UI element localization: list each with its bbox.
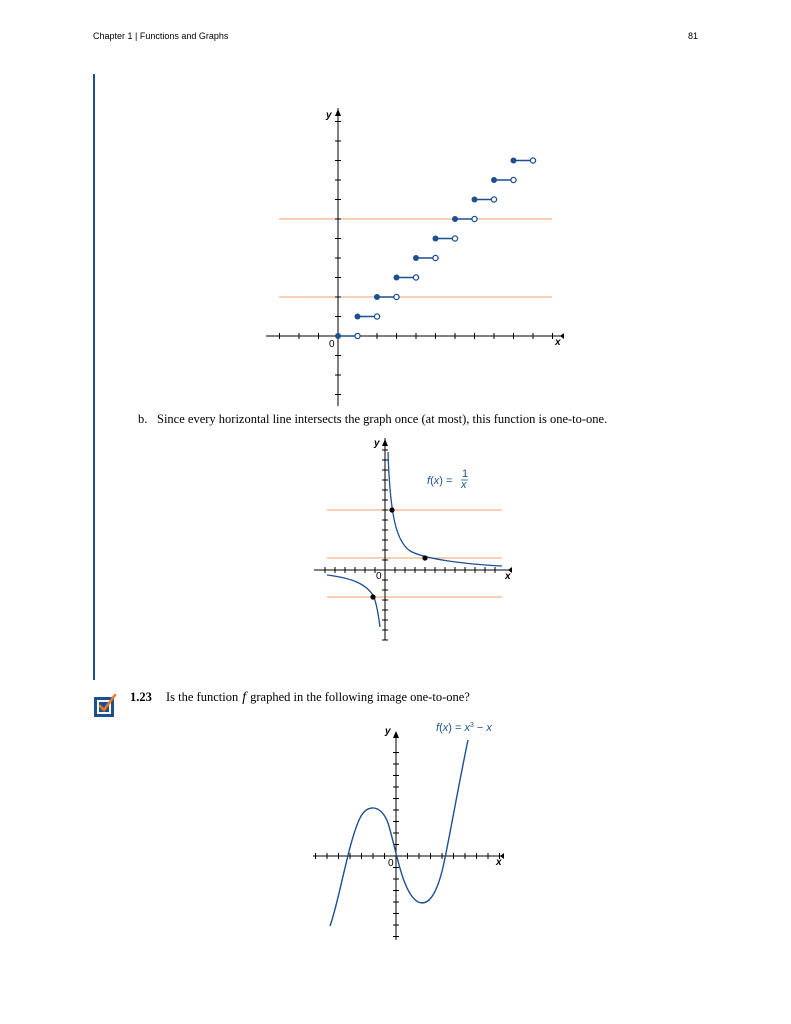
origin-label: 0: [376, 571, 382, 582]
intersection-point: [422, 555, 427, 560]
reciprocal-curve-left: [327, 575, 380, 627]
x-axis-arrow-icon: [560, 333, 564, 339]
axis-ticks: [325, 450, 495, 640]
closed-endpoint: [433, 236, 439, 242]
closed-endpoint: [472, 197, 478, 203]
y-axis-label: y: [385, 726, 391, 737]
function-label: f(x) =: [427, 475, 453, 487]
part-b-text: [138, 412, 607, 427]
open-endpoint: [433, 255, 438, 260]
x-axis-label: x: [555, 337, 561, 348]
closed-endpoint: [335, 333, 341, 339]
origin-label: 0: [329, 339, 335, 350]
part-b-marker: b.: [138, 412, 148, 426]
exercise-number: 1.23: [130, 690, 152, 704]
exercise-text-before: Is the function: [166, 690, 239, 704]
step-segments: [335, 158, 536, 340]
open-endpoint: [511, 177, 516, 182]
y-axis-arrow-icon: [382, 439, 388, 446]
open-endpoint: [413, 275, 418, 280]
y-axis-label: y: [374, 438, 380, 449]
closed-endpoint: [452, 216, 458, 222]
intersection-point: [370, 594, 375, 599]
closed-endpoint: [413, 255, 419, 261]
function-label: $f(x) = x^3 - x$: [436, 722, 492, 734]
step-function-svg: [262, 104, 572, 409]
open-endpoint: [472, 216, 477, 221]
function-variable: f: [242, 690, 247, 705]
open-endpoint: [374, 314, 379, 319]
closed-endpoint: [491, 177, 497, 183]
open-endpoint: [394, 294, 399, 299]
fraction-denominator: x: [461, 479, 467, 491]
open-endpoint: [355, 333, 360, 338]
open-endpoint: [491, 197, 496, 202]
reciprocal-curve-right: [388, 452, 502, 566]
exercise-1-23: [93, 690, 593, 718]
reciprocal-function-graph: [312, 434, 522, 644]
reciprocal-function-svg: [312, 434, 522, 644]
example-sidebar-rule: [93, 74, 95, 680]
closed-endpoint: [355, 314, 361, 320]
x-axis-label: x: [496, 857, 502, 868]
axis-ticks: [316, 753, 500, 937]
y-axis-arrow-icon: [393, 731, 399, 738]
y-axis-label: y: [326, 110, 332, 121]
closed-endpoint: [374, 294, 380, 300]
origin-label: 0: [388, 858, 394, 869]
step-function-graph: [262, 104, 572, 409]
intersection-point: [389, 507, 394, 512]
open-endpoint: [452, 236, 457, 241]
page-number: 81: [687, 31, 698, 41]
x-axis-label: x: [505, 571, 511, 582]
open-endpoint: [530, 158, 535, 163]
cubic-function-svg: [310, 718, 510, 944]
exercise-text: [166, 690, 470, 706]
running-header-chapter: Chapter 1 | Functions and Graphs: [93, 31, 229, 41]
checkpoint-icon: [93, 694, 117, 718]
cubic-function-graph: [310, 718, 510, 944]
closed-endpoint: [511, 158, 517, 164]
closed-endpoint: [394, 275, 400, 281]
y-axis-arrow-icon: [335, 109, 341, 116]
exercise-text-after: graphed in the following image one-to-one?: [250, 690, 470, 704]
fraction-numerator: 1: [462, 468, 469, 480]
part-b-sentence: Since every horizontal line intersects the graph once (at most), this function is one-to-one.: [157, 412, 608, 426]
